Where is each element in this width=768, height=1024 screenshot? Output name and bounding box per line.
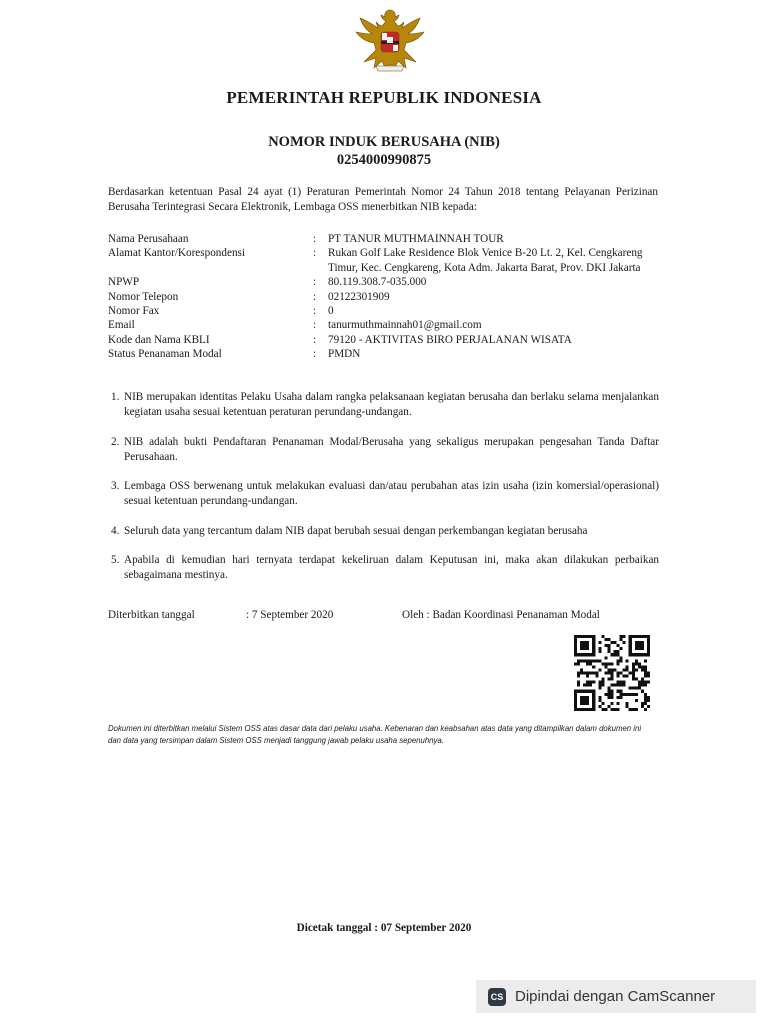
issued-date-value: : 7 September 2020 — [246, 609, 334, 621]
field-colon: : — [313, 348, 317, 361]
government-title: PEMERINTAH REPUBLIK INDONESIA — [226, 88, 542, 107]
field-colon: : — [313, 233, 317, 245]
notes-list — [111, 390, 659, 598]
field-value: PT TANUR MUTHMAINNAH TOUR — [328, 233, 504, 245]
field-email — [108, 318, 668, 332]
disclaimer: Dokumen ini diterbitkan melalui Sistem OSS atas dasar data dari pelaku usaha. Kebenaran dan keabsahan atas data yang ditampilkan dalam dokumen ini dan data yang tersimpan dalam Sistem OSS menjadi tanggung jawab pelaku usaha sepenuhnya. — [108, 724, 642, 745]
field-label: Email — [108, 319, 135, 332]
field-value: PMDN — [328, 348, 361, 361]
field-label: NPWP — [108, 276, 140, 289]
field-label: Status Penanaman Modal — [108, 348, 222, 361]
list-item — [111, 524, 659, 539]
field-kbli — [108, 333, 668, 347]
field-label: Nomor Telepon — [108, 290, 179, 303]
field-value: Rukan Golf Lake Residence Blok Venice B-20 Lt. 2, Kel. Cengkareng Timur, Kec. Cengkareng, Kota Adm. Jakarta Barat, Prov. DKI Jakarta — [328, 247, 643, 274]
note-number: 2. — [111, 435, 120, 448]
field-fax — [108, 304, 668, 318]
note-number: 3. — [111, 480, 120, 492]
field-address — [108, 246, 668, 275]
note-text: NIB adalah bukti Pendaftaran Penanaman Modal/Berusaha yang sekaligus merupakan pengesahan Tanda Daftar Perusahaan. — [124, 435, 659, 463]
intro-paragraph: Berdasarkan ketentuan Pasal 24 ayat (1) Peraturan Pemerintah Nomor 24 Tahun 2018 tentang Pelayanan Perizinan Berusaha Terintegrasi Secara Elektronik, Lembaga OSS menerbitkan NIB kepada: — [108, 186, 658, 213]
issued-date-label: Diterbitkan tanggal — [108, 609, 195, 621]
note-number: 4. — [111, 524, 120, 537]
list-item — [111, 390, 659, 420]
garuda-emblem-icon — [352, 6, 428, 74]
field-label: Nama Perusahaan — [108, 233, 189, 245]
note-text: NIB merupakan identitas Pelaku Usaha dalam rangka pelaksanaan kegiatan berusaha dan berlaku selama menjalankan kegiatan usaha sesuai ketentuan peraturan perundang-undangan. — [124, 391, 659, 418]
field-colon: : — [313, 333, 317, 346]
note-number: 1. — [111, 391, 120, 403]
field-value: 0 — [328, 305, 334, 318]
note-text: Seluruh data yang tercantum dalam NIB dapat berubah sesuai dengan perkembangan kegiatan berusaha — [124, 524, 588, 537]
list-item — [111, 553, 659, 583]
field-colon: : — [313, 319, 317, 332]
note-text: Lembaga OSS berwenang untuk melakukan evaluasi dan/atau perubahan atas izin usaha (izin komersial/operasional) sesuai ketentuan perundang-undangan. — [124, 480, 659, 507]
issued-by: Oleh : Badan Koordinasi Penanaman Modal — [402, 609, 600, 621]
field-label: Nomor Fax — [108, 305, 160, 318]
field-investment-status — [108, 347, 668, 361]
field-value: 02122301909 — [328, 290, 390, 303]
field-company-name — [108, 232, 668, 246]
field-colon: : — [313, 290, 317, 303]
note-number: 5. — [111, 554, 120, 566]
field-value: 79120 - AKTIVITAS BIRO PERJALANAN WISATA — [328, 333, 572, 346]
list-item — [111, 435, 659, 465]
field-colon: : — [313, 276, 317, 289]
printed-date: Dicetak tanggal : 07 September 2020 — [296, 922, 472, 934]
field-label: Kode dan Nama KBLI — [108, 333, 210, 346]
qr-code-icon — [570, 635, 654, 711]
field-value: tanurmuthmainnah01@gmail.com — [328, 319, 482, 332]
field-npwp — [108, 275, 668, 289]
nib-number: 0254000990875 — [336, 152, 432, 168]
camscanner-text: Dipindai dengan CamScanner — [515, 988, 716, 1005]
camscanner-watermark — [476, 980, 756, 1013]
field-value: 80.119.308.7-035.000 — [328, 276, 427, 289]
company-details — [108, 232, 668, 362]
note-text: Apabila di kemudian hari ternyata terdapat kekeliruan dalam Keputusan ini, maka akan dilakukan perbaikan sebagaimana mestinya. — [124, 554, 659, 581]
list-item — [111, 479, 659, 509]
camscanner-logo-icon: CS — [488, 988, 506, 1006]
field-phone — [108, 290, 668, 304]
field-colon: : — [313, 247, 317, 260]
field-label: Alamat Kantor/Korespondensi — [108, 247, 246, 260]
field-colon: : — [313, 305, 317, 318]
document-title: NOMOR INDUK BERUSAHA (NIB) — [268, 134, 500, 150]
